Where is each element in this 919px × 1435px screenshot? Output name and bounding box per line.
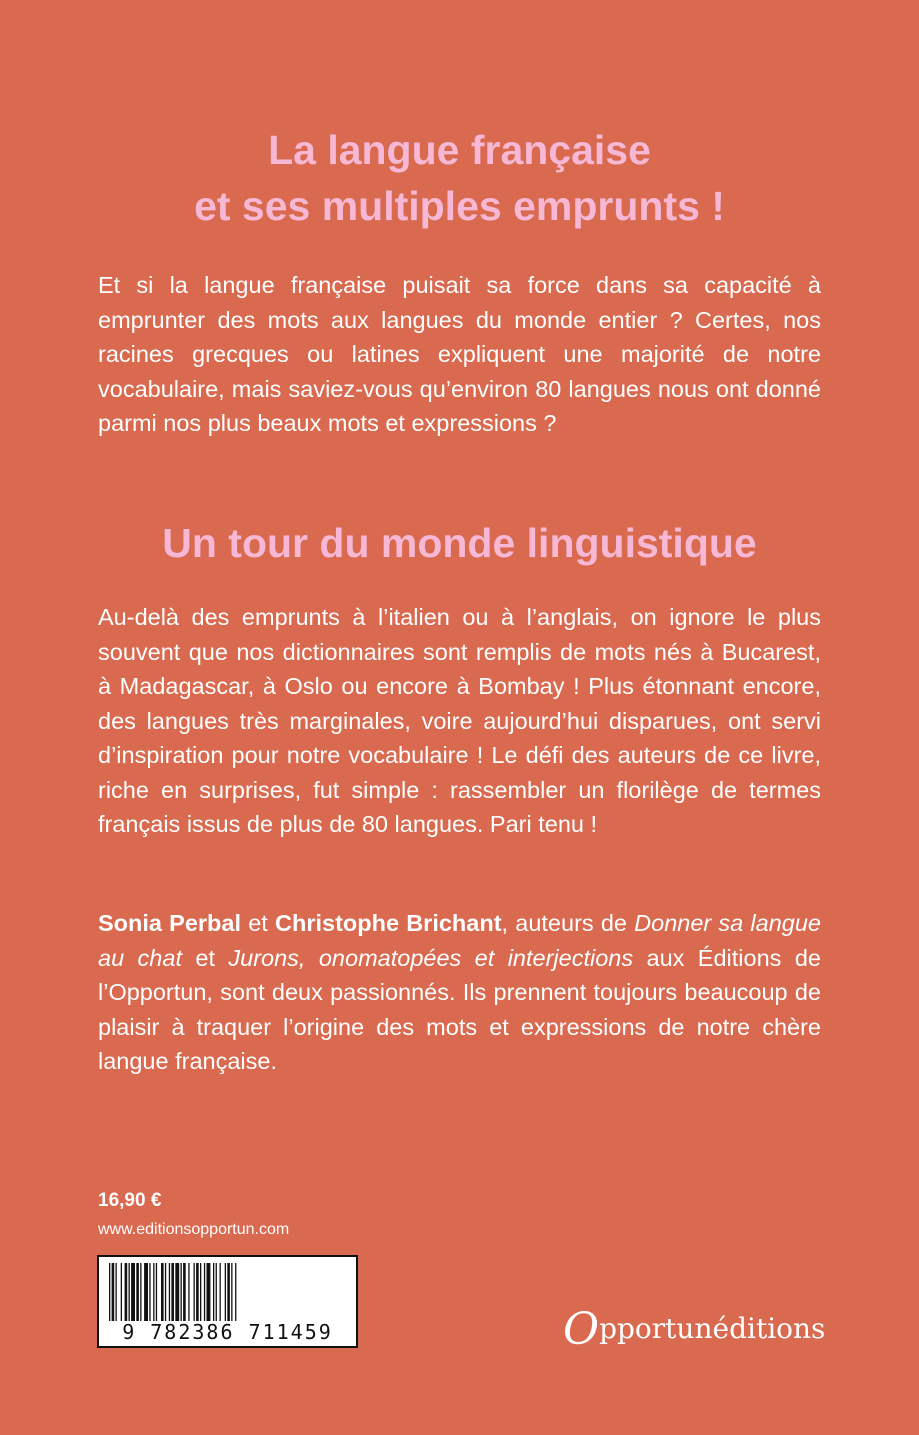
website-url: www.editionsopportun.com	[98, 1221, 290, 1238]
main-heading	[0, 122, 919, 234]
book-title-1: Donner sa langue au chat	[98, 910, 821, 971]
book-title-2: Jurons, onomatopées et interjections	[228, 944, 634, 971]
intro-paragraph: Et si la langue française puisait sa force dans sa capacité à emprunter des mots aux langues du monde entier ? Certes, nos racines grecques ou latines expliquent une majorité de notre vocabulaire, mais saviez-vous qu’environ 80 langues nous ont donné parmi nos plus beaux mots et expressions ?	[98, 272, 821, 436]
barcode	[97, 1255, 358, 1348]
barcode-bars	[109, 1263, 348, 1321]
logo-suffix: éditions	[712, 1312, 826, 1345]
main-heading-line1: La langue française	[268, 127, 651, 173]
author-name-1: Sonia Perbal	[98, 910, 242, 936]
section-heading: Un tour du monde linguistique	[162, 520, 757, 566]
authors-text: aux Éditions de l’Opportun, sont deux passionnés. Ils prennent toujours beaucoup de plaisir à traquer l’origine des mots et expressions de notre chère langue française.	[98, 944, 821, 1074]
author-name-2: Christophe Brichant	[275, 910, 502, 936]
authors-text: , auteurs de	[501, 910, 635, 936]
logo-initial: O	[563, 1304, 600, 1355]
price: 16,90 €	[98, 1190, 162, 1211]
body-paragraph: Au-delà des emprunts à l’italien ou à l’anglais, on ignore le plus souvent que nos dictionnaires sont remplis de mots nés à Bucarest, à Madagascar, à Oslo ou encore à Bombay ! Plus étonnant encore, des langues très marginales, voire aujourd’hui disparues, ont servi d’inspiration pour notre vocabulaire ! Le défi des auteurs de ce livre, riche en surprises, fut simple : rassembler un florilège de termes français issus de plus de 80 langues. Pari tenu !	[98, 604, 821, 837]
main-heading-line2: et ses multiples emprunts !	[194, 183, 725, 229]
isbn-number: 9 782386 711459	[122, 1320, 333, 1344]
publisher-logo	[563, 1298, 826, 1355]
authors-text: et	[241, 910, 275, 936]
logo-name: pportun	[599, 1312, 713, 1345]
authors-text: et	[181, 944, 229, 971]
authors-paragraph	[98, 906, 821, 1079]
